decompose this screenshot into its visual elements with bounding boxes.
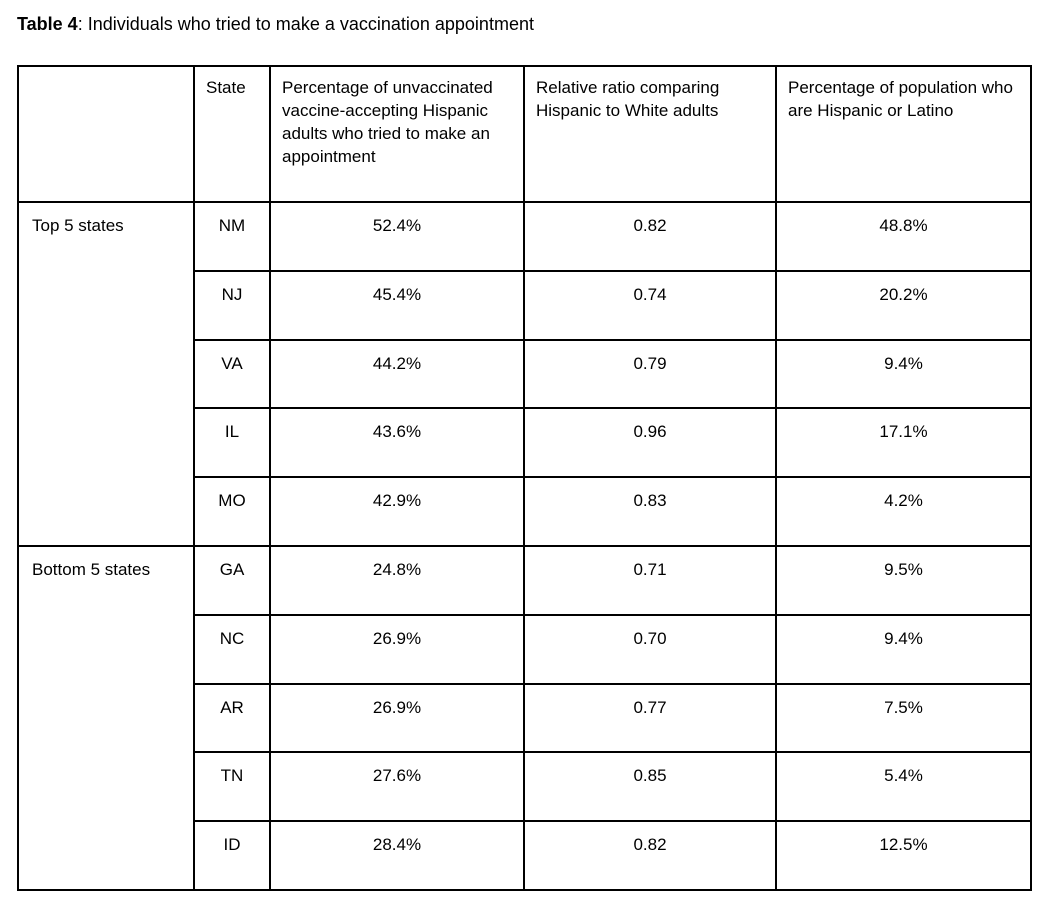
state-cell: VA xyxy=(194,340,270,409)
state-cell: NC xyxy=(194,615,270,684)
state-cell: AR xyxy=(194,684,270,753)
pct-population-cell: 5.4% xyxy=(776,752,1031,821)
relative-ratio-cell: 0.71 xyxy=(524,546,776,615)
pct-population-cell: 9.4% xyxy=(776,340,1031,409)
state-cell: MO xyxy=(194,477,270,546)
pct-tried-cell: 28.4% xyxy=(270,821,524,890)
pct-population-cell: 9.5% xyxy=(776,546,1031,615)
group-cell-top-5-states: Top 5 states xyxy=(18,202,194,546)
pct-tried-cell: 27.6% xyxy=(270,752,524,821)
relative-ratio-cell: 0.85 xyxy=(524,752,776,821)
pct-population-cell: 4.2% xyxy=(776,477,1031,546)
header-pct-population: Percentage of population who are Hispanic or Latino xyxy=(776,66,1031,202)
relative-ratio-cell: 0.70 xyxy=(524,615,776,684)
pct-tried-cell: 52.4% xyxy=(270,202,524,271)
pct-population-cell: 7.5% xyxy=(776,684,1031,753)
relative-ratio-cell: 0.83 xyxy=(524,477,776,546)
header-state: State xyxy=(194,66,270,202)
vaccination-appointment-table xyxy=(17,65,1032,891)
relative-ratio-cell: 0.74 xyxy=(524,271,776,340)
pct-population-cell: 17.1% xyxy=(776,408,1031,477)
state-cell: NJ xyxy=(194,271,270,340)
state-cell: GA xyxy=(194,546,270,615)
pct-tried-cell: 45.4% xyxy=(270,271,524,340)
pct-population-cell: 20.2% xyxy=(776,271,1031,340)
table-row xyxy=(18,202,1031,271)
table-caption-text: : Individuals who tried to make a vaccination appointment xyxy=(77,14,534,34)
table-header-row xyxy=(18,66,1031,202)
relative-ratio-cell: 0.96 xyxy=(524,408,776,477)
state-cell: TN xyxy=(194,752,270,821)
pct-population-cell: 48.8% xyxy=(776,202,1031,271)
group-cell-bottom-5-states: Bottom 5 states xyxy=(18,546,194,890)
table-row xyxy=(18,546,1031,615)
relative-ratio-cell: 0.77 xyxy=(524,684,776,753)
pct-population-cell: 9.4% xyxy=(776,615,1031,684)
pct-tried-cell: 24.8% xyxy=(270,546,524,615)
relative-ratio-cell: 0.82 xyxy=(524,202,776,271)
header-pct-tried xyxy=(270,66,524,202)
table-caption xyxy=(17,12,1047,36)
pct-tried-cell: 44.2% xyxy=(270,340,524,409)
header-relative-ratio: Relative ratio comparing Hispanic to White adults xyxy=(524,66,776,202)
state-cell: ID xyxy=(194,821,270,890)
relative-ratio-cell: 0.82 xyxy=(524,821,776,890)
pct-tried-cell: 42.9% xyxy=(270,477,524,546)
pct-tried-cell: 26.9% xyxy=(270,615,524,684)
pct-tried-cell: 26.9% xyxy=(270,684,524,753)
relative-ratio-cell: 0.79 xyxy=(524,340,776,409)
table-caption-label: Table 4 xyxy=(17,14,78,34)
header-group-blank xyxy=(18,66,194,202)
state-cell: IL xyxy=(194,408,270,477)
pct-population-cell: 12.5% xyxy=(776,821,1031,890)
header-pct-tried-text: Percentage of unvaccinated vaccine-accepting Hispanic adults who tried to make an appointment xyxy=(282,78,493,166)
state-cell: NM xyxy=(194,202,270,271)
pct-tried-cell: 43.6% xyxy=(270,408,524,477)
